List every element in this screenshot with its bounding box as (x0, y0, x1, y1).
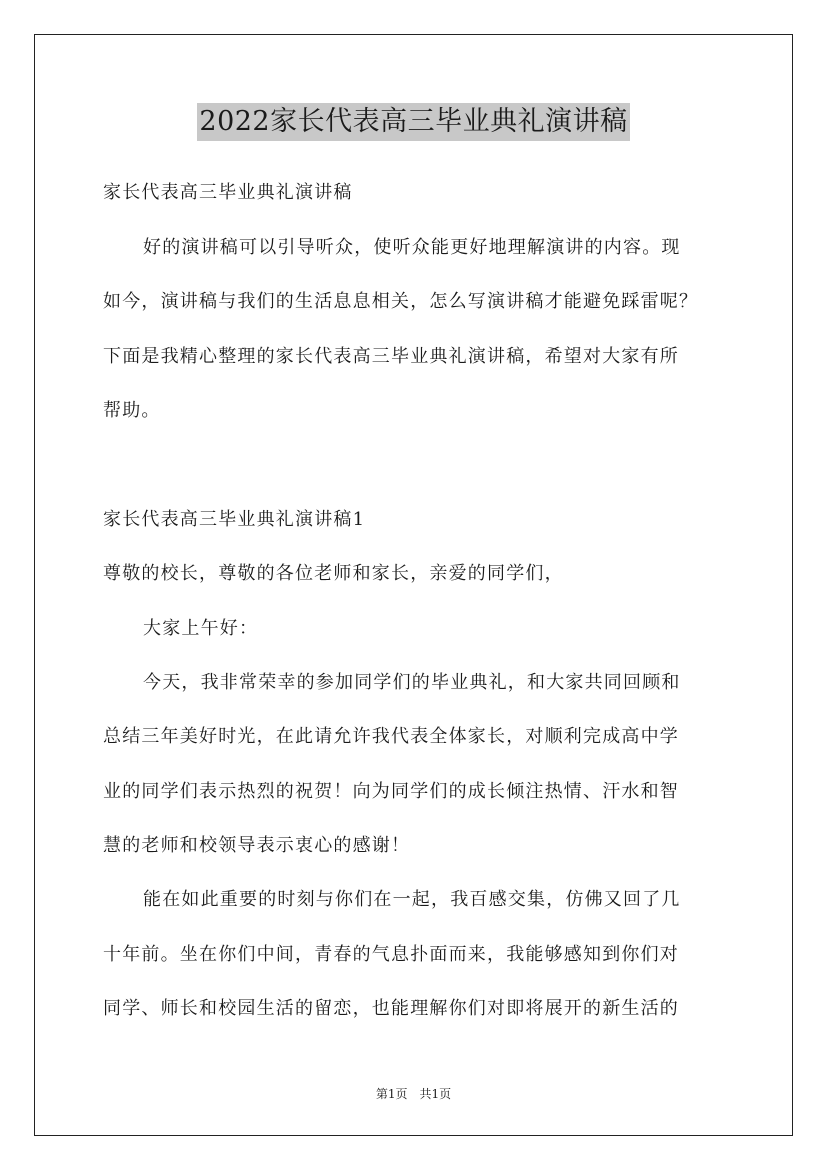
paragraph-line: 慧的老师和校领导表示衷心的感谢！ (103, 835, 411, 856)
salutation-line: 尊敬的校长，尊敬的各位老师和家长，亲爱的同学们， (103, 563, 564, 584)
paragraph-line: 好的演讲稿可以引导听众，使听众能更好地理解演讲的内容。现 (143, 237, 681, 258)
paragraph-line: 能在如此重要的时刻与你们在一起，我百感交集，仿佛又回了几 (143, 889, 681, 910)
paragraph-line: 下面是我精心整理的家长代表高三毕业典礼演讲稿，希望对大家有所 (103, 346, 679, 367)
paragraph-line: 今天，我非常荣幸的参加同学们的毕业典礼，和大家共同回顾和 (143, 672, 681, 693)
paragraph-line: 如今，演讲稿与我们的生活息息相关，怎么写演讲稿才能避免踩雷呢？ (103, 291, 699, 312)
title-container (0, 103, 827, 141)
paragraph-line: 帮助。 (103, 400, 161, 421)
paragraph-line: 同学、师长和校园生活的留恋，也能理解你们对即将展开的新生活的 (103, 998, 679, 1019)
greeting-line: 大家上午好： (143, 618, 259, 639)
paragraph-line: 业的同学们表示热烈的祝贺！向为同学们的成长倾注热情、汗水和智 (103, 781, 679, 802)
paragraph-line: 总结三年美好时光，在此请允许我代表全体家长，对顺利完成高中学 (103, 726, 679, 747)
subtitle-line: 家长代表高三毕业典礼演讲稿 (103, 182, 353, 203)
section-heading: 家长代表高三毕业典礼演讲稿1 (103, 509, 366, 530)
document-title: 2022家长代表高三毕业典礼演讲稿 (197, 103, 629, 141)
paragraph-line: 十年前。坐在你们中间，青春的气息扑面而来，我能够感知到你们对 (103, 944, 679, 965)
page-number: 第1页 共1页 (375, 1087, 452, 1101)
